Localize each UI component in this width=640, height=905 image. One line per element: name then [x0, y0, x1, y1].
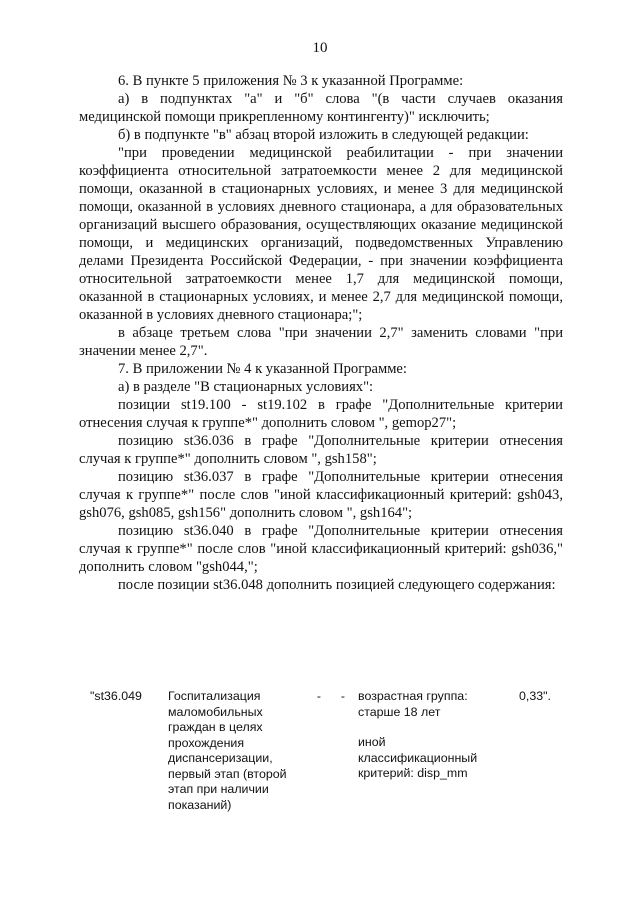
paragraph: позицию st36.040 в графе "Дополнительные критерии отнесения случая к группе*" после слов "иной классификационный критерий: gsh036," дополнить словом "gsh044,"; — [79, 523, 563, 575]
paragraph: позицию st36.037 в графе "Дополнительные критерии отнесения случая к группе*" после слов "иной классификационный критерий: gsh043, gsh076, gsh085, gsh156" дополнить словом ", gsh164"; — [79, 469, 563, 521]
criteria-cell — [358, 689, 498, 782]
position-name: Госпитализация маломобильных граждан в целях прохождения диспансеризации, первый этап (второй этап при наличии показаний) — [168, 689, 287, 812]
paragraph: б) в подпункте "в" абзац второй изложить в следующей редакции: — [118, 127, 529, 143]
paragraph: а) в подпунктах "а" и "б" слова "(в части случаев оказания медицинской помощи прикрепленному контингенту)" исключить; — [79, 91, 563, 125]
paragraph: а) в разделе "В стационарных условиях": — [118, 379, 374, 395]
paragraph: после позиции st36.048 дополнить позицией следующего содержания: — [118, 577, 556, 593]
paragraph: в абзаце третьем слова "при значении 2,7" заменить словами "при значении менее 2,7". — [79, 325, 563, 359]
paragraph: 7. В приложении № 4 к указанной Программе: — [118, 361, 407, 377]
document-body — [79, 72, 563, 594]
criterion-classification: иной классификационный критерий: disp_mm — [358, 735, 478, 780]
paragraph: "при проведении медицинской реабилитации - при значении коэффициента относительной затратоемкости менее 2 для медицинской помощи, оказанной в стационарных условиях, и менее 3 для медицинской помощи, оказанной в условиях дневного стационара, а для образовательных организаций высшего образования, осуществляющих оказание медицинской помощи, и медицинских организаций, подведомственных Управлению делами Президента Российской Федерации, - при значении коэффициента относительной затратоемкости менее 1,7 для медицинской помощи, оказанной в стационарных условиях, и менее 2,7 для медицинской помощи, оказанной в условиях дневного стационара;"; — [79, 145, 563, 323]
criterion-age: возрастная группа: старше 18 лет — [358, 689, 468, 719]
position-code: "st36.049 — [90, 689, 142, 703]
paragraph: 6. В пункте 5 приложения № 3 к указанной Программе: — [118, 73, 464, 89]
coefficient-value: 0,33". — [519, 689, 551, 703]
paragraph: позиции st19.100 - st19.102 в графе "Дополнительные критерии отнесения случая к группе*" дополнить словом ", gemop27"; — [79, 397, 563, 431]
dash-cell: - — [340, 689, 346, 703]
dash-cell: - — [316, 689, 322, 703]
paragraph: позицию st36.036 в графе "Дополнительные критерии отнесения случая к группе*" дополнить словом ", gsh158"; — [79, 433, 563, 467]
page-number: 10 — [312, 40, 328, 56]
